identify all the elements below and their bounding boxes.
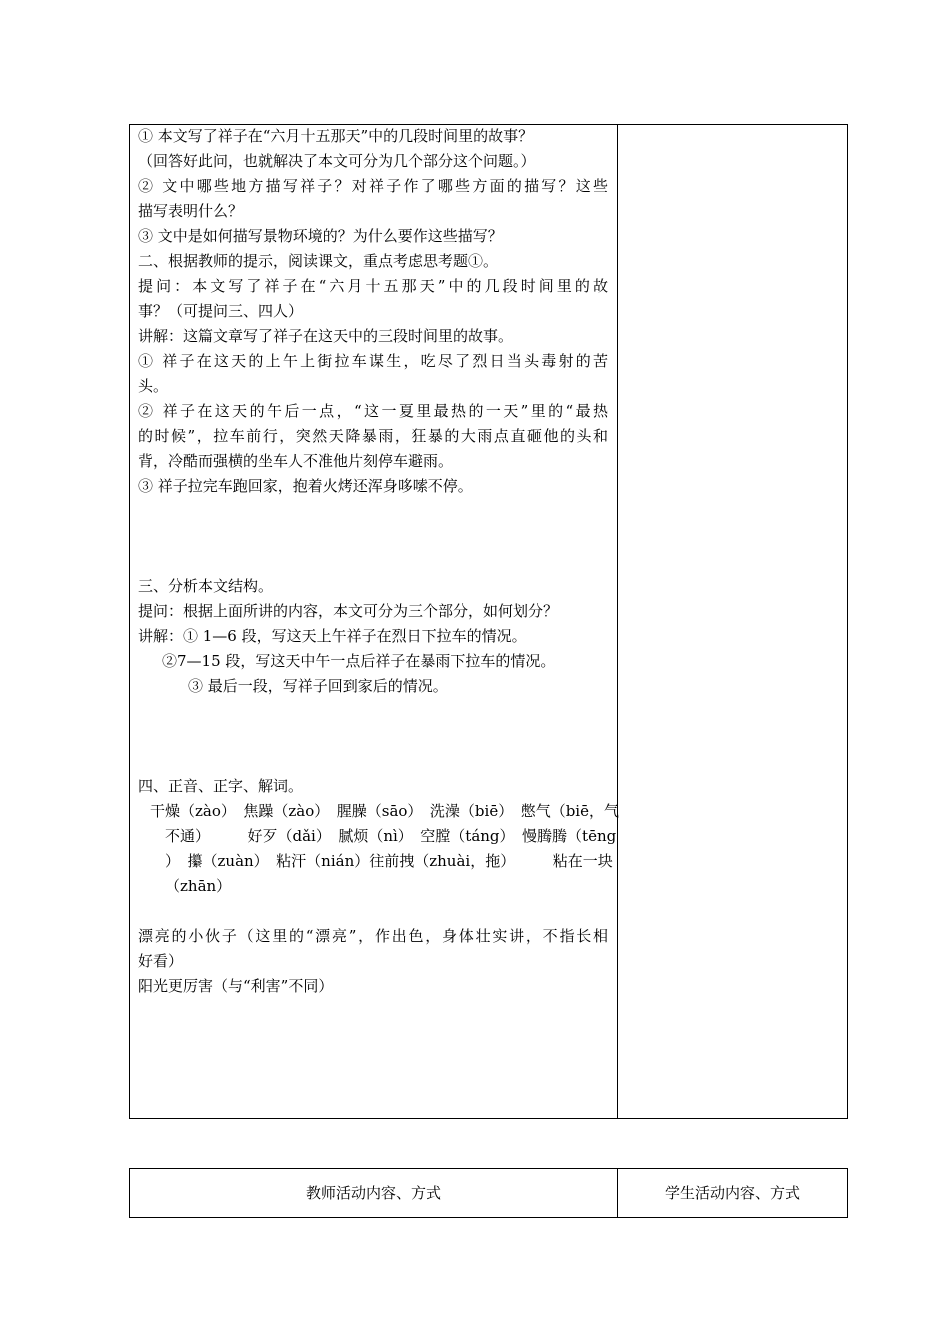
column-divider	[617, 125, 618, 1118]
story-part-2: ② 祥子在这天的午后一点，“这一夏里最热的一天”里的“最热	[138, 402, 608, 420]
vocab-line-4: （zhān）	[165, 877, 232, 895]
question-1-note: （回答好此问，也就解决了本文可分为几个部分这个问题。）	[138, 152, 536, 170]
question-3: ③ 文中是如何描写景物环境的？为什么要作这些描写？	[138, 227, 503, 245]
structure-part-3: ③ 最后一段，写祥子回到家后的情况。	[188, 677, 448, 695]
story-part-2-cont: 的时候”，拉车前行，突然天降暴雨，狂暴的大雨点直砸他的头和	[138, 427, 608, 445]
ask-text: 提问：本文写了祥子在“六月十五那天”中的几段时间里的故	[138, 277, 608, 295]
story-part-3: ③ 祥子拉完车跑回家，抱着火烤还浑身哆嗦不停。	[138, 477, 473, 495]
activity-header-table	[129, 1168, 848, 1218]
word-note-2: 阳光更厉害（与“利害”不同）	[138, 977, 334, 995]
structure-part-1: 讲解：① 1—6 段，写这天上午祥子在烈日下拉车的情况。	[138, 627, 527, 645]
question-1: ① 本文写了祥子在“六月十五那天”中的几段时间里的故事？	[138, 127, 534, 145]
section-3-heading: 三、分析本文结构。	[138, 577, 274, 595]
explain-text: 讲解：这篇文章写了祥子在这天中的三段时间里的故事。	[138, 327, 514, 345]
question-2: ② 文中哪些地方描写祥子？对祥子作了哪些方面的描写？这些	[138, 177, 608, 195]
section-4-heading: 四、正音、正字、解词。	[138, 777, 304, 795]
vocab-line-1: 干燥（zào） 焦躁（zào） 腥臊（sāo） 洗澡（biē） 憋气（biē，气	[150, 802, 619, 820]
word-note-1-cont: 好看）	[138, 952, 184, 970]
teacher-activity-header: 教师活动内容、方式	[305, 1184, 441, 1202]
word-note-1: 漂亮的小伙子（这里的“漂亮”，作出色，身体壮实讲，不指长相	[138, 927, 608, 945]
student-activity-header: 学生活动内容、方式	[664, 1184, 800, 1202]
structure-question: 提问：根据上面所讲的内容，本文可分为三个部分，如何划分？	[138, 602, 559, 620]
story-part-2-end: 背，冷酷而强横的坐车人不准他片刻停车避雨。	[138, 452, 454, 470]
lesson-table	[129, 124, 848, 1119]
story-part-1: ① 祥子在这天的上午上街拉车谋生，吃尽了烈日当头毒射的苦	[138, 352, 608, 370]
structure-part-2: ②7—15 段，写这天中午一点后祥子在暴雨下拉车的情况。	[162, 652, 556, 670]
section-2-heading: 二、根据教师的提示，阅读课文，重点考虑思考题①。	[138, 252, 499, 270]
vocab-line-2: 不通） 好歹（dǎi） 腻烦（nì） 空膛（táng） 慢腾腾（tēng	[165, 827, 617, 845]
vocab-line-3: ） 攥（zuàn） 粘汗（nián）往前拽（zhuài，拖） 粘在一块	[165, 852, 613, 870]
ask-text-cont: 事？（可提问三、四人）	[138, 302, 304, 320]
question-2-cont: 描写表明什么？	[138, 202, 244, 220]
story-part-1-cont: 头。	[138, 377, 169, 395]
